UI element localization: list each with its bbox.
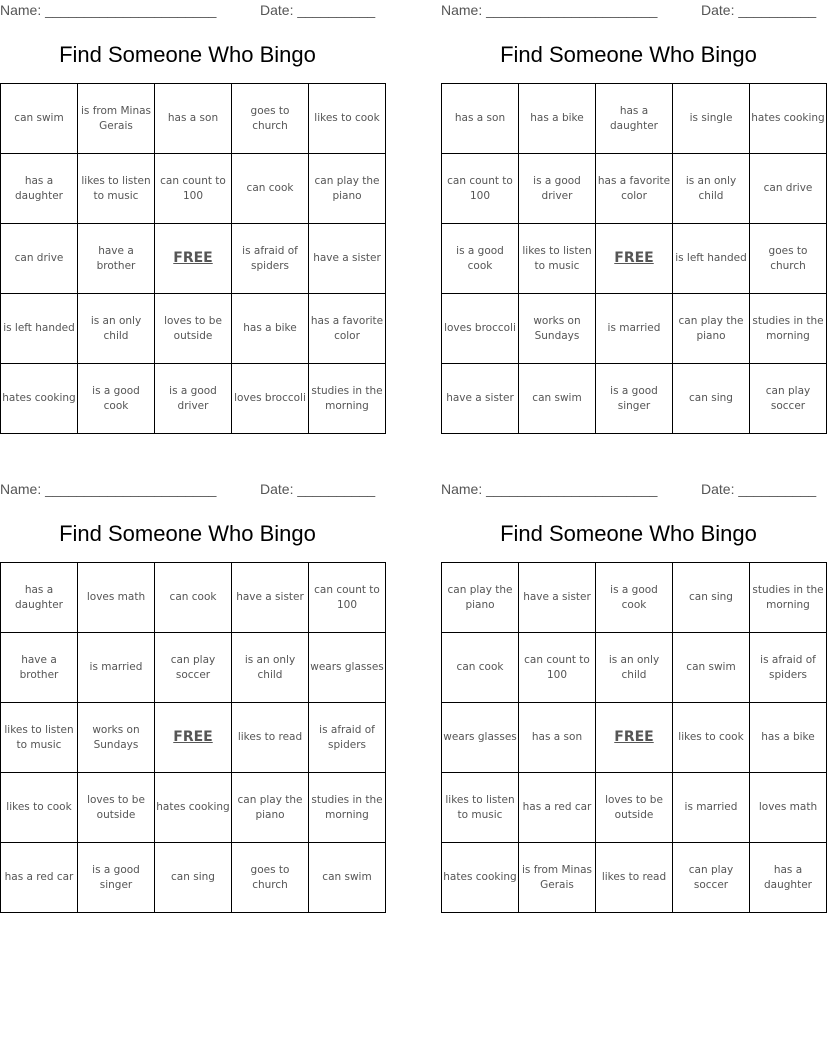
bingo-cell[interactable]: likes to listen to music xyxy=(1,703,78,773)
bingo-grid xyxy=(441,562,827,913)
bingo-cell[interactable]: wears glasses xyxy=(309,633,386,703)
bingo-cell[interactable]: can play the piano xyxy=(232,773,309,843)
card-title: Find Someone Who Bingo xyxy=(59,521,316,546)
bingo-cell[interactable]: is left handed xyxy=(673,224,750,294)
bingo-cell[interactable]: studies in the morning xyxy=(309,773,386,843)
bingo-cell[interactable]: studies in the morning xyxy=(750,563,827,633)
bingo-cell[interactable]: has a daughter xyxy=(1,563,78,633)
bingo-cell[interactable]: can drive xyxy=(1,224,78,294)
bingo-cell[interactable]: have a brother xyxy=(1,633,78,703)
free-space[interactable]: FREE xyxy=(155,703,232,773)
date-field[interactable]: Date: __________ xyxy=(260,481,376,497)
bingo-grid xyxy=(0,562,386,913)
bingo-cell[interactable]: likes to listen to music xyxy=(78,154,155,224)
bingo-cell[interactable]: has a daughter xyxy=(596,84,673,154)
bingo-cell[interactable]: loves broccoli xyxy=(442,294,519,364)
date-field[interactable]: Date: __________ xyxy=(260,2,376,18)
free-space[interactable]: FREE xyxy=(596,224,673,294)
bingo-cell[interactable]: is an only child xyxy=(78,294,155,364)
grid-row xyxy=(442,364,827,434)
bingo-cell[interactable]: can cook xyxy=(232,154,309,224)
card-title: Find Someone Who Bingo xyxy=(500,42,757,67)
bingo-cell[interactable]: has a bike xyxy=(750,703,827,773)
bingo-card-4 xyxy=(441,479,824,919)
bingo-cell[interactable]: has a daughter xyxy=(750,843,827,913)
bingo-cell[interactable]: likes to read xyxy=(232,703,309,773)
bingo-cell[interactable]: can count to 100 xyxy=(519,633,596,703)
bingo-cell[interactable]: has a favorite color xyxy=(309,294,386,364)
name-field[interactable]: Name: ______________________ xyxy=(441,481,658,497)
bingo-cell[interactable]: works on Sundays xyxy=(519,294,596,364)
bingo-cell[interactable]: can sing xyxy=(673,364,750,434)
grid-row xyxy=(1,773,386,843)
bingo-cell[interactable]: goes to church xyxy=(232,843,309,913)
grid-row xyxy=(442,843,827,913)
bingo-cell[interactable]: likes to listen to music xyxy=(519,224,596,294)
bingo-cell[interactable]: can play the piano xyxy=(442,563,519,633)
name-field[interactable]: Name: ______________________ xyxy=(0,481,217,497)
bingo-cell[interactable]: likes to cook xyxy=(673,703,750,773)
bingo-cell[interactable]: can swim xyxy=(519,364,596,434)
bingo-cell[interactable]: likes to read xyxy=(596,843,673,913)
bingo-cell[interactable]: have a sister xyxy=(309,224,386,294)
bingo-cell[interactable]: have a brother xyxy=(78,224,155,294)
grid-row xyxy=(442,84,827,154)
bingo-cell[interactable]: can play the piano xyxy=(309,154,386,224)
grid-row xyxy=(442,224,827,294)
name-field[interactable]: Name: ______________________ xyxy=(441,2,658,18)
bingo-cell[interactable]: works on Sundays xyxy=(78,703,155,773)
bingo-cell[interactable]: is a good cook xyxy=(442,224,519,294)
free-space[interactable]: FREE xyxy=(155,224,232,294)
bingo-cell[interactable]: is a good cook xyxy=(596,563,673,633)
name-field[interactable]: Name: ______________________ xyxy=(0,2,217,18)
bingo-cell[interactable]: is from Minas Gerais xyxy=(78,84,155,154)
grid-row xyxy=(442,563,827,633)
bingo-cell[interactable]: loves to be outside xyxy=(596,773,673,843)
bingo-cell[interactable]: has a bike xyxy=(519,84,596,154)
bingo-cell[interactable]: can count to 100 xyxy=(442,154,519,224)
grid-row xyxy=(1,843,386,913)
grid-row xyxy=(442,703,827,773)
bingo-cell[interactable]: can swim xyxy=(673,633,750,703)
bingo-cell[interactable]: loves math xyxy=(750,773,827,843)
bingo-cell[interactable]: likes to cook xyxy=(309,84,386,154)
bingo-cell[interactable]: can count to 100 xyxy=(155,154,232,224)
grid-row xyxy=(442,633,827,703)
bingo-cell[interactable]: loves to be outside xyxy=(78,773,155,843)
bingo-cell[interactable]: have a sister xyxy=(232,563,309,633)
bingo-cell[interactable]: is a good driver xyxy=(155,364,232,434)
bingo-cell[interactable]: has a son xyxy=(155,84,232,154)
bingo-cell[interactable]: loves broccoli xyxy=(232,364,309,434)
bingo-cell[interactable]: studies in the morning xyxy=(750,294,827,364)
bingo-cell[interactable]: is married xyxy=(596,294,673,364)
bingo-cell[interactable]: can swim xyxy=(309,843,386,913)
bingo-cell[interactable]: wears glasses xyxy=(442,703,519,773)
bingo-cell[interactable]: can play soccer xyxy=(750,364,827,434)
bingo-cell[interactable]: likes to listen to music xyxy=(442,773,519,843)
grid-row xyxy=(1,84,386,154)
bingo-cell[interactable]: can sing xyxy=(155,843,232,913)
bingo-card-2 xyxy=(441,0,825,440)
bingo-cell[interactable]: has a red car xyxy=(1,843,78,913)
bingo-cell[interactable]: is afraid of spiders xyxy=(309,703,386,773)
bingo-cell[interactable]: is married xyxy=(78,633,155,703)
bingo-cell[interactable]: loves to be outside xyxy=(155,294,232,364)
bingo-cell[interactable]: have a sister xyxy=(519,563,596,633)
bingo-cell[interactable]: goes to church xyxy=(232,84,309,154)
date-field[interactable]: Date: __________ xyxy=(701,481,817,497)
bingo-cell[interactable]: is an only child xyxy=(673,154,750,224)
card-title: Find Someone Who Bingo xyxy=(500,521,757,546)
bingo-cell[interactable]: can sing xyxy=(673,563,750,633)
bingo-cell[interactable]: can cook xyxy=(155,563,232,633)
grid-row xyxy=(1,224,386,294)
bingo-grid xyxy=(0,83,386,434)
bingo-cell[interactable]: hates cooking xyxy=(442,843,519,913)
bingo-cell[interactable]: can swim xyxy=(1,84,78,154)
bingo-grid xyxy=(441,83,827,434)
bingo-cell[interactable]: can play the piano xyxy=(673,294,750,364)
bingo-cell[interactable]: can cook xyxy=(442,633,519,703)
free-space[interactable]: FREE xyxy=(596,703,673,773)
bingo-cell[interactable]: is married xyxy=(673,773,750,843)
grid-row xyxy=(442,154,827,224)
bingo-cell[interactable]: likes to cook xyxy=(1,773,78,843)
grid-row xyxy=(442,294,827,364)
bingo-cell[interactable]: can count to 100 xyxy=(309,563,386,633)
bingo-cell[interactable]: have a sister xyxy=(442,364,519,434)
bingo-cell[interactable]: is left handed xyxy=(1,294,78,364)
bingo-cell[interactable]: is a good singer xyxy=(596,364,673,434)
bingo-cell[interactable]: has a daughter xyxy=(1,154,78,224)
grid-row xyxy=(1,294,386,364)
bingo-cell[interactable]: can drive xyxy=(750,154,827,224)
date-field[interactable]: Date: __________ xyxy=(701,2,817,18)
bingo-cell[interactable]: studies in the morning xyxy=(309,364,386,434)
bingo-cell[interactable]: hates cooking xyxy=(1,364,78,434)
bingo-cell[interactable]: is from Minas Gerais xyxy=(519,843,596,913)
bingo-cell[interactable]: is a good driver xyxy=(519,154,596,224)
bingo-cell[interactable]: has a bike xyxy=(232,294,309,364)
card-title: Find Someone Who Bingo xyxy=(59,42,316,67)
bingo-cell[interactable]: has a favorite color xyxy=(596,154,673,224)
bingo-cell[interactable]: is afraid of spiders xyxy=(232,224,309,294)
bingo-cell[interactable]: is an only child xyxy=(232,633,309,703)
bingo-cell[interactable]: has a red car xyxy=(519,773,596,843)
bingo-cell[interactable]: can play soccer xyxy=(155,633,232,703)
bingo-cell[interactable]: hates cooking xyxy=(155,773,232,843)
bingo-cell[interactable]: goes to church xyxy=(750,224,827,294)
grid-row xyxy=(1,364,386,434)
bingo-cell[interactable]: is an only child xyxy=(596,633,673,703)
bingo-card-3 xyxy=(0,479,384,919)
bingo-cell[interactable]: is a good singer xyxy=(78,843,155,913)
grid-row xyxy=(1,563,386,633)
bingo-card-1 xyxy=(0,0,384,440)
bingo-cell[interactable]: is afraid of spiders xyxy=(750,633,827,703)
bingo-cell[interactable]: loves math xyxy=(78,563,155,633)
bingo-cell[interactable]: hates cooking xyxy=(750,84,827,154)
bingo-cell[interactable]: is single xyxy=(673,84,750,154)
bingo-cell[interactable]: is a good cook xyxy=(78,364,155,434)
grid-row xyxy=(1,703,386,773)
bingo-cell[interactable]: has a son xyxy=(442,84,519,154)
grid-row xyxy=(1,633,386,703)
bingo-cell[interactable]: can play soccer xyxy=(673,843,750,913)
grid-row xyxy=(1,154,386,224)
grid-row xyxy=(442,773,827,843)
bingo-cell[interactable]: has a son xyxy=(519,703,596,773)
